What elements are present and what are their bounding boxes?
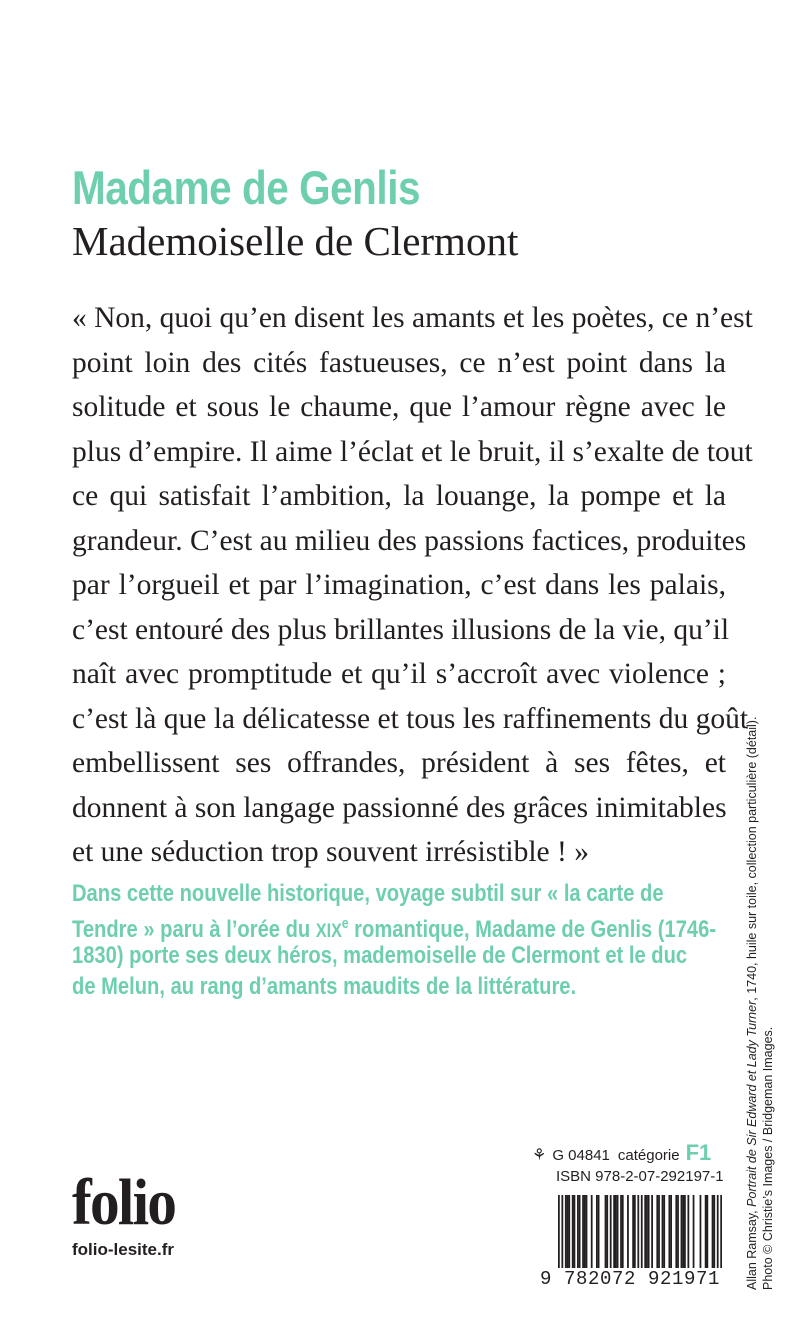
quote-line: solitude et sous le chaume, que l’amour règne avec le <box>72 391 726 423</box>
laurel-icon: ⚘ <box>532 1147 547 1164</box>
barcode-bar <box>693 1195 695 1268</box>
barcode-bar <box>681 1195 683 1268</box>
barcode-bar <box>648 1195 650 1268</box>
barcode-bar <box>622 1195 624 1268</box>
barcode-bar <box>620 1195 622 1268</box>
century-suffix: e <box>341 916 349 932</box>
barcode-bar <box>670 1195 672 1268</box>
barcode-bar <box>656 1195 658 1268</box>
barcode-digits: 9 782072 921971 <box>540 1268 721 1290</box>
barcode-bar <box>675 1195 677 1268</box>
quote-line: ce qui satisfait l’ambition, la louange, la pompe et la <box>72 480 726 512</box>
barcode-bar <box>662 1195 664 1268</box>
barcode-bar <box>712 1195 714 1268</box>
catalog-code: G 04841 <box>552 1147 610 1164</box>
barcode-bar <box>617 1195 619 1268</box>
blurb-text: Tendre » paru à l’orée du <box>72 916 316 943</box>
barcode-bar <box>565 1195 567 1268</box>
category-value: F1 <box>685 1140 712 1165</box>
barcode-bar <box>717 1195 719 1268</box>
blurb-line: 1830) porte ses deux héros, mademoiselle de Clermont et le duc <box>72 942 688 969</box>
barcode-bar <box>706 1195 708 1268</box>
barcode-bar <box>574 1195 576 1268</box>
category-label: catégorie <box>617 1147 680 1164</box>
folio-logo: folio <box>72 1166 176 1239</box>
barcode-bar <box>668 1195 670 1268</box>
barcode-bar <box>720 1195 722 1268</box>
barcode-bar <box>644 1195 646 1268</box>
quote-line: point loin des cités fastueuses, ce n’est point dans la <box>72 346 726 379</box>
barcode-bar <box>579 1195 581 1268</box>
barcode-bar <box>610 1195 612 1268</box>
quote-line: donnent à son langage passionné des grâces inimitables <box>72 791 727 824</box>
barcode-bar <box>606 1195 608 1268</box>
isbn: ISBN 978-2-07-292197-1 <box>556 1168 724 1185</box>
book-title: Mademoiselle de Clermont <box>72 218 519 264</box>
quote-block <box>72 296 753 875</box>
quote-line: grandeur. C’est au milieu des passions factices, produites <box>72 524 747 557</box>
blurb <box>72 878 726 1002</box>
quote-line: par l’orgueil et par l’imagination, c’est dans les palais, <box>72 569 726 601</box>
blurb-line <box>72 909 717 943</box>
quote-line: « Non, quoi qu’en disent les amants et les poètes, ce n’est <box>72 302 753 334</box>
credit-artwork-title: Portrait de Sir Edward et Lady Turner <box>745 1000 759 1207</box>
barcode-bar <box>713 1195 715 1268</box>
barcode-bar <box>586 1195 588 1268</box>
barcode-bar <box>627 1195 629 1268</box>
credit-text: , 1740, huile sur toile, collection particulière (détail). <box>745 716 759 1001</box>
catalog-row <box>532 1140 720 1166</box>
credit-text: Allan Ramsay, <box>745 1206 759 1290</box>
barcode-bar <box>582 1195 584 1268</box>
century-numeral: XIX <box>315 921 342 942</box>
barcode-bar <box>634 1195 636 1268</box>
barcode-bar <box>568 1195 570 1268</box>
barcode-bar <box>651 1195 653 1268</box>
barcode-bar <box>663 1195 665 1268</box>
barcode-bar <box>596 1195 598 1268</box>
publisher-site: folio-lesite.fr <box>72 1240 175 1259</box>
barcode-bar <box>591 1195 593 1268</box>
quote-line: c’est entouré des plus brillantes illusions de la vie, qu’il <box>72 613 730 646</box>
barcode-bar <box>658 1195 660 1268</box>
barcode-bar <box>615 1195 617 1268</box>
barcode-bar <box>687 1195 689 1268</box>
barcode-bar <box>613 1195 615 1268</box>
barcode-bar <box>572 1195 574 1268</box>
barcode <box>558 1195 722 1268</box>
barcode-bar <box>677 1195 679 1268</box>
barcode-bar <box>584 1195 586 1268</box>
barcode-bar <box>561 1195 563 1268</box>
quote-line: c’est là que la délicatesse et tous les raffinements du goût <box>72 702 749 735</box>
blurb-text: romantique, Madame de Genlis (1746- <box>348 916 717 943</box>
barcode-bar <box>641 1195 643 1268</box>
barcode-bar <box>577 1195 579 1268</box>
blurb-line: Dans cette nouvelle historique, voyage subtil sur « la carte de <box>72 880 664 907</box>
quote-line: naît avec promptitude et qu’il s’accroît avec violence ; <box>72 658 726 690</box>
barcode-bar <box>605 1195 607 1268</box>
blurb-line: de Melun, au rang d’amants maudits de la littérature. <box>72 973 577 1000</box>
barcode-bar <box>682 1195 684 1268</box>
author-name: Madame de Genlis <box>72 161 421 214</box>
barcode-bar <box>632 1195 634 1268</box>
credit-line: Photo © Christie’s Images / Bridgeman Images. <box>761 1026 775 1290</box>
barcode-bar <box>558 1195 560 1268</box>
quote-line: embellissent ses offrandes, président à ses fêtes, et <box>72 747 726 779</box>
barcode-bar <box>684 1195 686 1268</box>
quote-line: plus d’empire. Il aime l’éclat et le bruit, il s’exalte de tout <box>72 435 753 468</box>
credit-line <box>744 690 760 1290</box>
barcode-bar <box>567 1195 569 1268</box>
quote-line: et une séduction trop souvent irrésistible ! » <box>72 836 589 868</box>
barcode-bar <box>598 1195 600 1268</box>
barcode-bar <box>646 1195 648 1268</box>
image-credit <box>744 690 776 1290</box>
barcode-bar <box>705 1195 707 1268</box>
barcode-bar <box>637 1195 639 1268</box>
barcode-bar <box>700 1195 702 1268</box>
